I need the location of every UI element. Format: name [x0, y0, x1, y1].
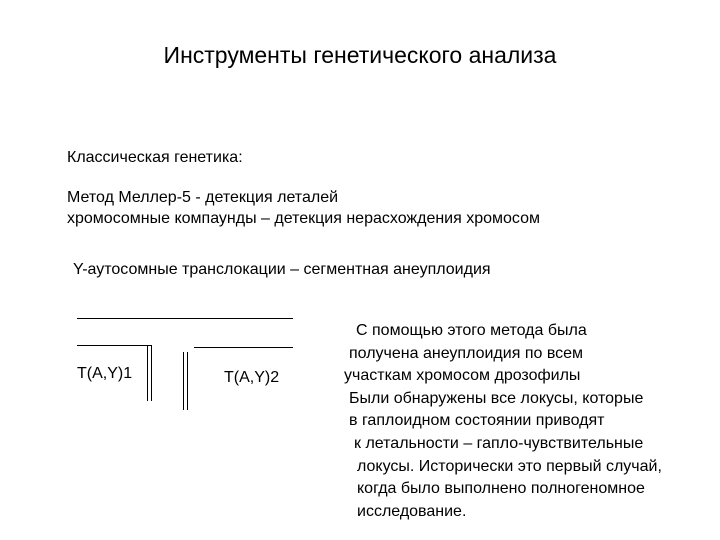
chromosome-bar-1b: [151, 345, 152, 401]
explanation-line: к летальности – гапло-чувствительные: [354, 434, 644, 452]
chromosome-line-left: [77, 345, 151, 346]
chromosome-bar-1a: [147, 345, 148, 401]
explanation-paragraph: [339, 320, 714, 523]
method-line: Метод Меллер-5 - детекция леталей: [67, 189, 339, 206]
translocation-label-2: T(A,Y)2: [224, 369, 280, 386]
explanation-line: Были обнаружены все локусы, которые: [349, 389, 644, 407]
explanation-line: когда было выполнено полногеномное: [357, 480, 645, 498]
explanation-line: в гаплоидном состоянии приводят: [349, 412, 605, 430]
translocation-label-1: T(A,Y)1: [77, 365, 133, 382]
explanation-line: исследование.: [357, 502, 467, 520]
explanation-line: локусы. Исторически это первый случай,: [357, 457, 662, 475]
slide-title: Инструменты генетического анализа: [163, 42, 557, 68]
chromosome-bar-2b: [187, 352, 188, 410]
explanation-line: С помощью этого метода была: [356, 322, 587, 339]
explanation-line: участкам хромосом дрозофилы: [344, 367, 581, 385]
compounds-line: хромосомные компаунды – детекция нерасхождения хромосом: [67, 210, 540, 227]
translocation-line: Y-аутосомные транслокации – сегментная анеуплоидия: [73, 261, 491, 278]
section-heading: Классическая генетика:: [67, 149, 243, 166]
chromosome-line-top: [77, 318, 293, 319]
chromosome-bar-2a: [183, 352, 184, 410]
chromosome-line-right: [194, 347, 293, 348]
explanation-line: получена анеуплоидия по всем: [349, 344, 584, 362]
